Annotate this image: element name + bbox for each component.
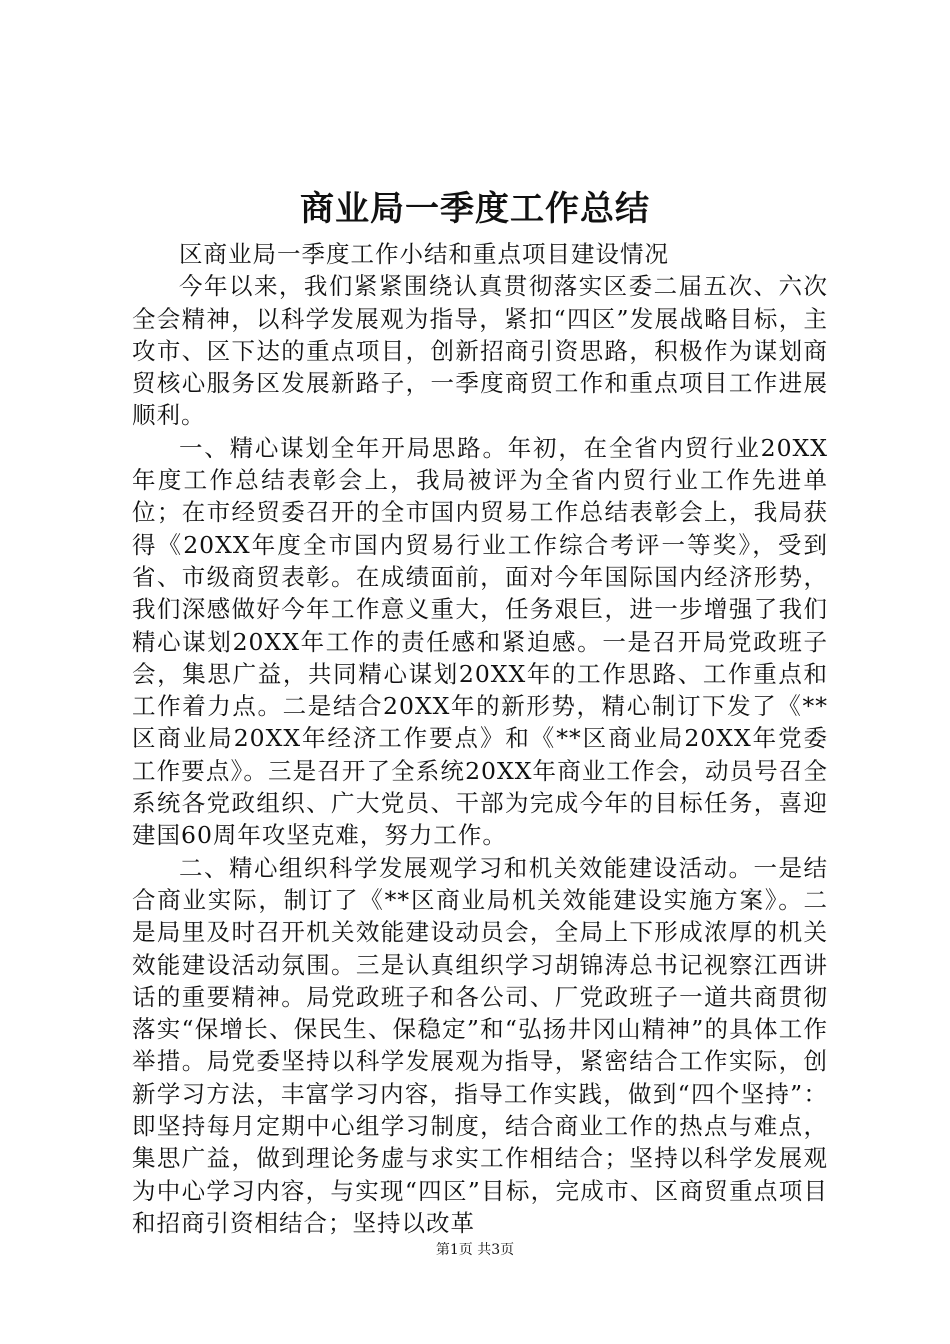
document-title: 商业局一季度工作总结 xyxy=(300,189,650,229)
subtitle-paragraph: 区商业局一季度工作小结和重点项目建设情况 xyxy=(179,240,669,268)
section-two-paragraph: 二、精心组织科学发展观学习和机关效能建设活动。一是结合商业实际，制订了《**区商业局机关效能建设实施方案》。二是局里及时召开机关效能建设动员会，全局上下形成浓厚的机关效能建设活动氛围。三是认真组织学习胡锦涛总书记视察江西讲话的重要精神。局党政班子和各公司、厂党政班子一道共商贯彻落实“保增长、保民生、保稳定”和“弘扬井冈山精神”的具体工作举措。局党委坚持以科学发展观为指导，紧密结合工作实际，创新学习方法，丰富学习内容，指导工作实践，做到“四个坚持”：即坚持每月定期中心组学习制度，结合商业工作的热点与难点，集思广益，做到理论务虚与求实工作相结合；坚持以科学发展观为中心学习内容，与实现“四区”目标，完成市、区商贸重点项目和招商引资相结合；坚持以改革 xyxy=(132,853,828,1237)
section-one-paragraph: 一、精心谋划全年开局思路。年初，在全省内贸行业20XX年度工作总结表彰会上，我局被评为全省内贸行业工作先进单位；在市经贸委召开的全市国内贸易工作总结表彰会上，我局获得《20XX年度全市国内贸易行业工作综合考评一等奖》，受到省、市级商贸表彰。在成绩面前，面对今年国际国内经济形势，我们深感做好今年工作意义重大，任务艰巨，进一步增强了我们精心谋划20XX年工作的责任感和紧迫感。一是召开局党政班子会，集思广益，共同精心谋划20XX年的工作思路、工作重点和工作着力点。二是结合20XX年的新形势，精心制订下发了《**区商业局20XX年经济工作要点》和《**区商业局20XX年党委工作要点》。三是召开了全系统20XX年商业工作会，动员号召全系统各党政组织、广大党员、干部为完成今年的目标任务，喜迎建国60周年攻坚克难，努力工作。 xyxy=(132,433,828,850)
page-number-footer: 第1页 共3页 xyxy=(435,1242,515,1258)
document-body xyxy=(132,238,828,1239)
intro-paragraph: 今年以来，我们紧紧围绕认真贯彻落实区委二届五次、六次全会精神，以科学发展观为指导，紧扣“四区”发展战略目标，主攻市、区下达的重点项目，创新招商引资思路，积极作为谋划商贸核心服务区发展新路子，一季度商贸工作和重点项目工作进展顺利。 xyxy=(132,272,828,430)
